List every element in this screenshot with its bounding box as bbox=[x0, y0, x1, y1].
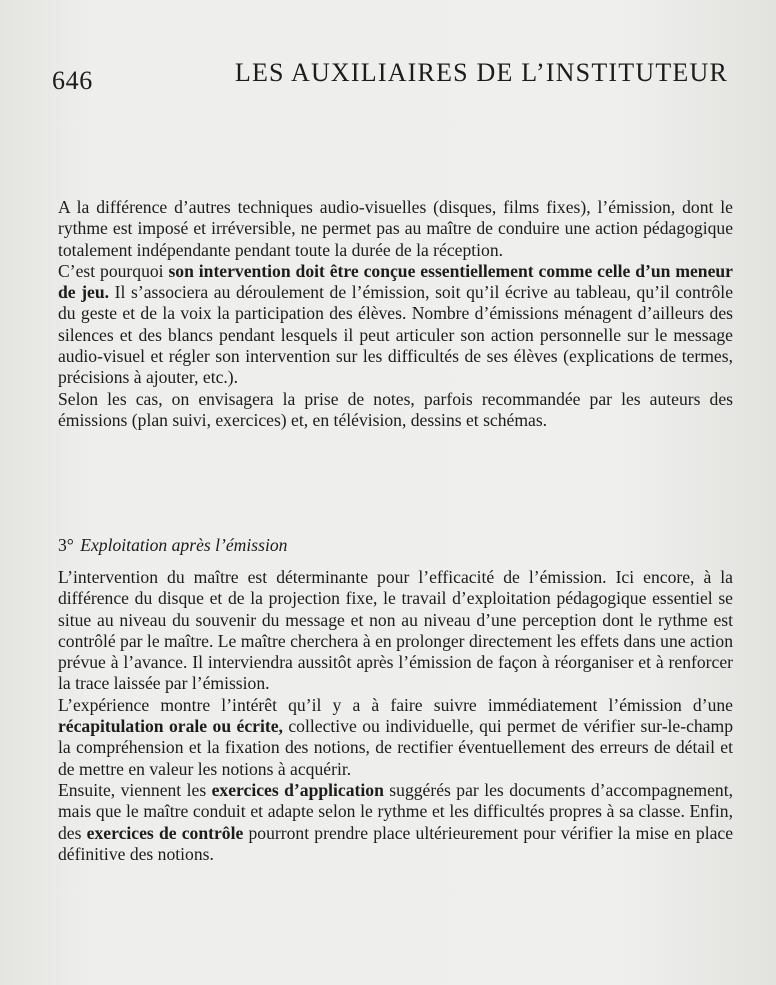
page-number: 646 bbox=[52, 66, 93, 95]
bold-emphasis: exercices de contrôle bbox=[86, 822, 244, 843]
page-header bbox=[52, 58, 728, 98]
section-exploitation-text bbox=[58, 567, 733, 865]
paragraph: C’est pourquoi son intervention doit être conçue essentiellement comme celle d’un meneur de jeu. Il s’associera au déroulement de l’émission, soit qu’il écrive au tableau, qu’il contrôle du geste et de la voix la participation des élèves. Nombre d’émissions ménagent d’ailleurs des silences et des blancs pendant lesquels il peut articuler son action personnelle sur le message audio-visuel et régler son intervention sur les difficultés de ses élèves (explications de termes, précisions à ajouter, etc.). bbox=[58, 260, 734, 388]
section-reception-text bbox=[58, 197, 733, 431]
paragraph: A la différence d’autres techniques audio-visuelles (disques, films fixes), l’émission, dont le rythme est imposé et irréversible, ne permet pas au maître de conduire une action pédagogique totalement indépendante pendant toute la durée de la réception. bbox=[58, 197, 733, 260]
running-title: LES AUXILIAIRES DE L’INSTITUTEUR bbox=[234, 58, 728, 87]
paragraph: Ensuite, viennent les exercices d’application suggérés par les documents d’accompagnement, mais que le maître conduit et adapte selon le rythme et les difficultés propres à sa classe. Enfin, des exercices de contrôle pourront prendre place ultérieurement pour vérifier la mise en place définitive des notions. bbox=[58, 779, 734, 864]
paragraph: L’intervention du maître est déterminante pour l’efficacité de l’émission. Ici encore, à la différence du disque et de la projection fixe, le travail d’exploitation pédagogique essentiel se situe au niveau du souvenir du message et non au niveau d’une perception dont le rythme est contrôlé par le maître. Le maître cherchera à en prolonger directement les effets dans une action prévue à l’avance. Il interviendra aussitôt après l’émission de façon à réorganiser et à renforcer la trace laissée par l’émission. bbox=[58, 567, 733, 694]
paragraph: L’expérience montre l’intérêt qu’il y a à faire suivre immédiatement l’émission d’une récapitulation orale ou écrite, collective ou individuelle, qui permet de vérifier sur-le-champ la compréhension et la fixation des notions, de rectifier éventuellement des erreurs de détail et de mettre en valeur les notions à acquérir. bbox=[58, 694, 734, 779]
bold-emphasis: récapitulation orale ou écrite, bbox=[58, 716, 283, 737]
section-heading bbox=[58, 535, 287, 556]
section-number: 3° bbox=[58, 535, 74, 555]
paragraph: Selon les cas, on envisagera la prise de notes, parfois recommandée par les auteurs des émissions (plan suivi, exercices) et, en télévision, dessins et schémas. bbox=[58, 388, 733, 430]
section-title: Exploitation après l’émission bbox=[80, 535, 288, 555]
bold-emphasis: son intervention doit être conçue essentiellement comme celle d’un meneur de jeu. bbox=[58, 260, 733, 303]
bold-emphasis: exercices d’application bbox=[211, 779, 384, 800]
